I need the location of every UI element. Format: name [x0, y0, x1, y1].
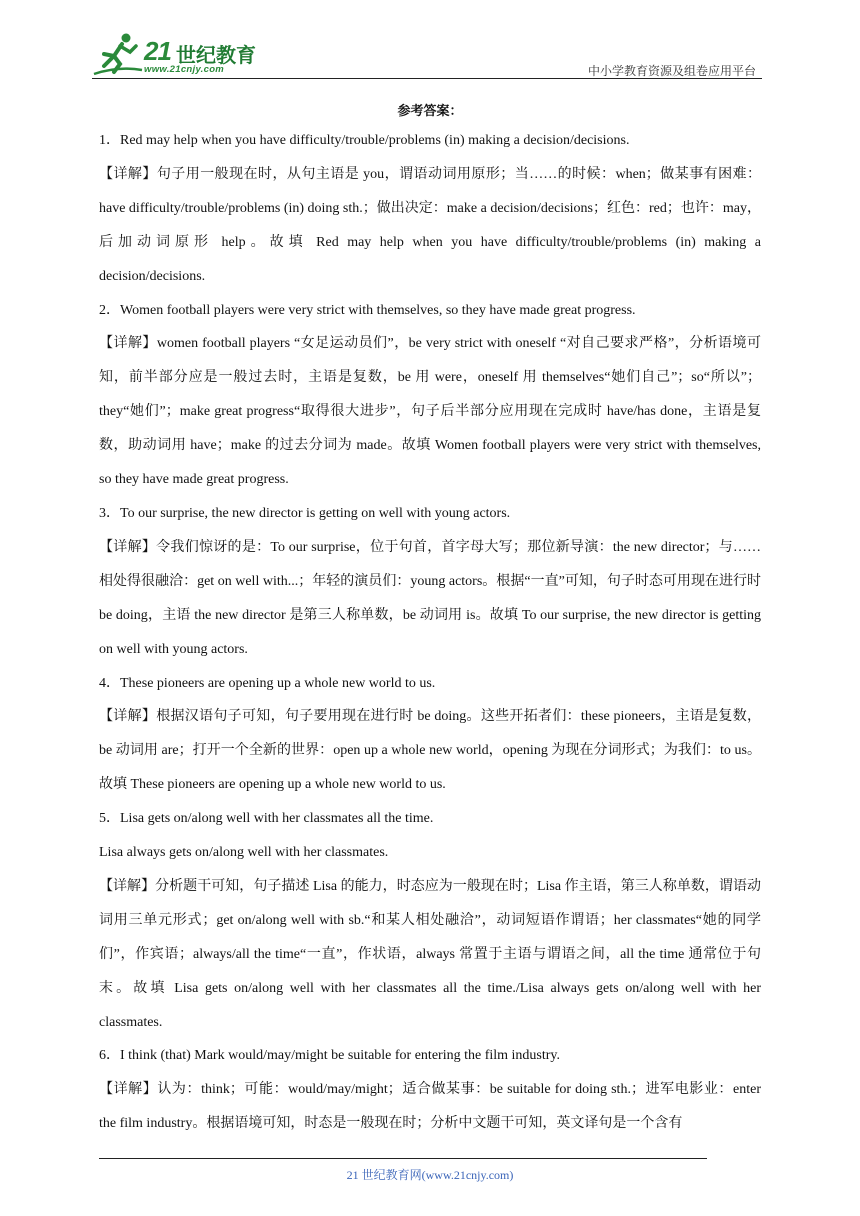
page-header — [92, 30, 762, 80]
logo-text: 世纪教育 — [176, 43, 256, 67]
explanation-5: 【详解】分析题干可知，句子描述 Lisa 的能力，时态应为一般现在时；Lisa 作主语，第三人称单数，谓语动词用三单元形式；get on/along well with sb.“和某人相处融洽”，动词短语作谓语；her classmates“她的同学们”，作宾语；always/all the time“一直”，作状语，always 常置于主语与谓语之间，all the time 通常位于句末。故填 Lisa gets on/along well with her classmates all the time./Lisa always gets on/along well with her classmates. — [99, 878, 761, 1030]
page-title: 参考答案： — [397, 104, 463, 119]
answer-2: 2．Women football players were very strict with themselves, so they have made great progress. — [99, 302, 636, 318]
footer-divider — [99, 1158, 707, 1159]
footer-link[interactable]: 21 世纪教育网(www.21cnjy.com) — [346, 1168, 514, 1182]
answer-3: 3．To our surprise, the new director is getting on well with young actors. — [99, 505, 511, 521]
logo — [92, 30, 262, 80]
explanation-6: 【详解】认为：think；可能：would/may/might；适合做某事：be suitable for doing sth.；进军电影业：enter the film industry。根据语境可知，时态是一般现在时；分析中文题干可知，英文译句是一个含有 — [99, 1082, 761, 1132]
logo-url: www.21cnjy.com — [144, 64, 225, 75]
answer-5b: Lisa always gets on/along well with her classmates. — [99, 845, 389, 861]
explanation-2: 【详解】women football players “女足运动员们”，be very strict with oneself “对自己要求严格”，分析语境可知，前半部分应是一般过去时，主语是复数，be 用 were，oneself 用 themselves“她们自己”；so“所以”；they“她们”；make great progress“取得很大进步”，句子后半部分应用现在完成时 have/has done，主语是复数，助动词用 have；make 的过去分词为 made。故填 Women football players were very strict with themselves, so they have made great progress. — [99, 336, 761, 488]
answer-6: 6．I think (that) Mark would/may/might be suitable for entering the film industry. — [99, 1048, 561, 1064]
answer-4: 4．These pioneers are opening up a whole new world to us. — [99, 675, 436, 691]
runner-logo-icon — [92, 32, 144, 76]
header-divider — [92, 78, 762, 79]
platform-name: 中小学教育资源及组卷应用平台 — [587, 64, 756, 78]
answer-1: 1．Red may help when you have difficulty/trouble/problems (in) making a decision/decisions. — [99, 133, 630, 148]
logo-number: 21 — [144, 36, 171, 66]
explanation-1: 【详解】句子用一般现在时，从句主语是 you，谓语动词用原形；当……的时候：when；做某事有困难：have difficulty/trouble/problems (in) doing sth.；做出决定：make a decision/decisions；红色：red；也许：may，后加动词原形 help。故填 Red may help when you have difficulty/trouble/problems (in) making a decision/decisions. — [99, 166, 761, 284]
answer-5a: 5．Lisa gets on/along well with her classmates all the time. — [99, 811, 434, 827]
explanation-3: 【详解】令我们惊讶的是：To our surprise，位于句首，首字母大写；那位新导演：the new director；与……相处得很融洽：get on well with...；年轻的演员们：young actors。根据“一直”可知，句子时态可用现在进行时 be doing，主语 the new director 是第三人称单数，be 动词用 is。故填 To our surprise, the new director is getting on well with young actors. — [99, 539, 761, 657]
answer-content — [99, 124, 761, 1141]
explanation-4: 【详解】根据汉语句子可知，句子要用现在进行时 be doing。这些开拓者们：these pioneers，主语是复数，be 动词用 are；打开一个全新的世界：open up a whole new world，opening 为现在分词形式；为我们：to us。故填 These pioneers are opening up a whole new world to us. — [99, 709, 761, 793]
